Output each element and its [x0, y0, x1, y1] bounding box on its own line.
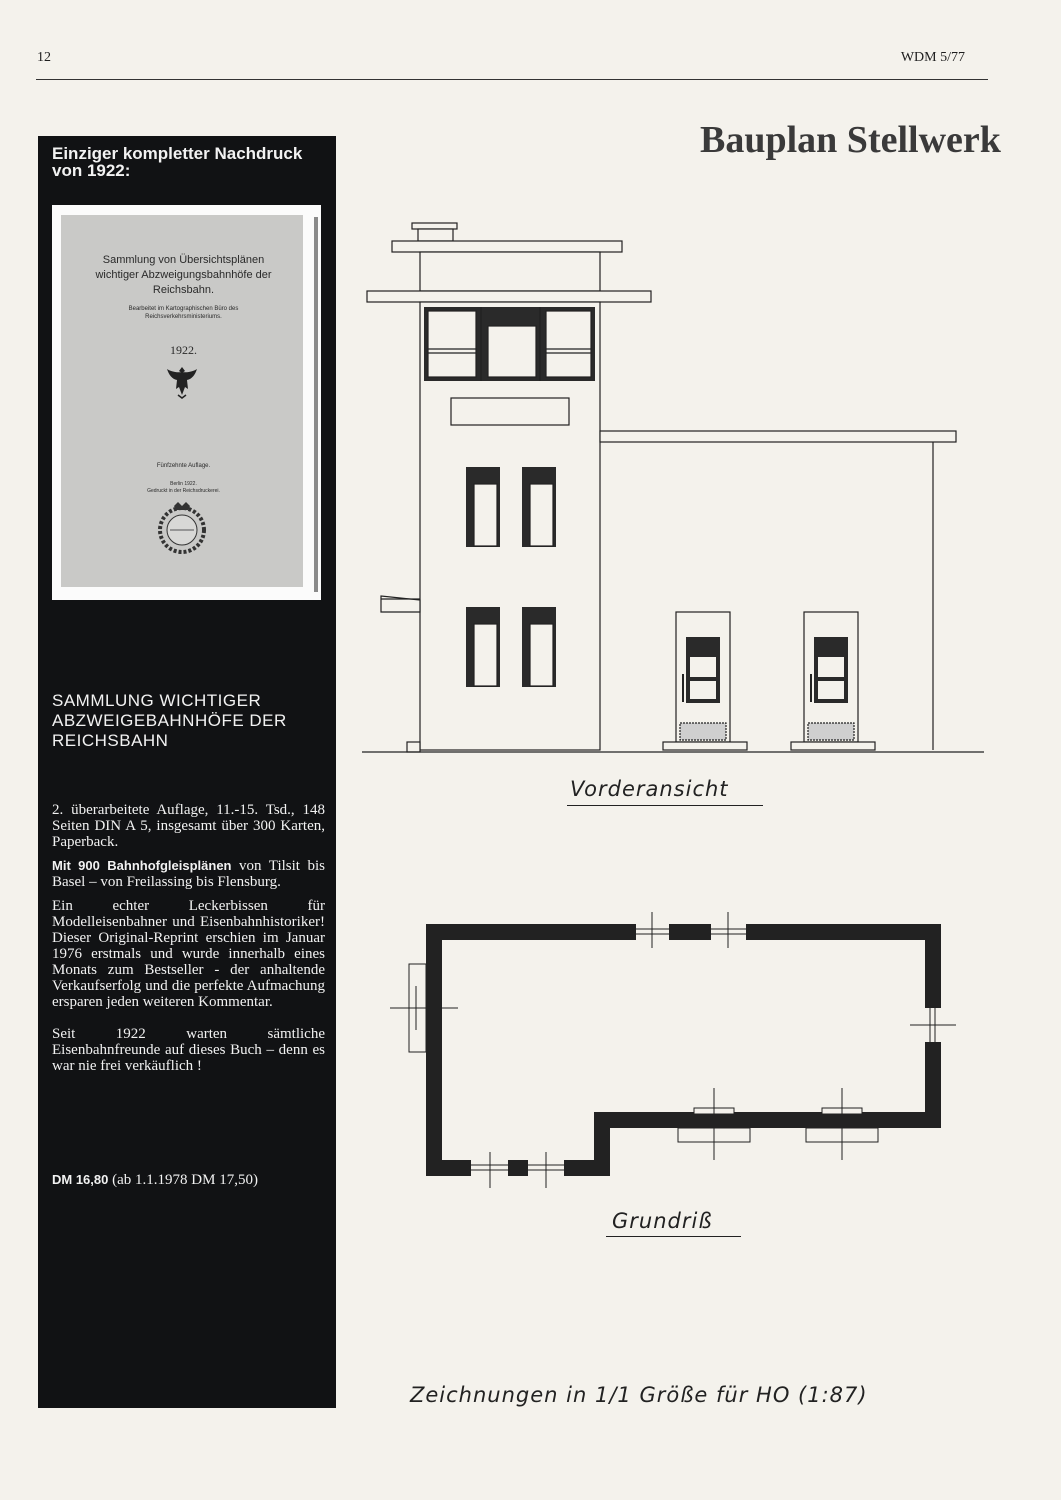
floor-plan-underline	[606, 1236, 741, 1237]
issue-label: WDM 5/77	[900, 50, 965, 65]
ad-subheading: SAMMLUNG WICHTIGER ABZWEIGEBAHNHÖFE DER REICHSBAHN	[52, 691, 287, 750]
ad-plans-bold: Mit 900 Bahnhofgleisplänen	[52, 858, 232, 873]
ad-plans-rest: von Tilsit bis Basel – von Freilassing bis Flensburg.	[52, 858, 325, 890]
ad-paragraph-praise: Ein echter Leckerbissen für Modelleisenbahner und Eisenbahnhistoriker! Dieser Original-Reprint erschien im Januar 1976 erstmals und wurde innerhalb eines Monats zum Bestseller - der anhaltende Verkaufserfolg und die perfekte Aufmachung ersparen jeden weiteren Kommentar.	[52, 898, 325, 1010]
floor-plan-caption: Grundriß	[612, 1209, 713, 1233]
book-printer: Gedruckt in der Reichsdruckerei.	[147, 488, 220, 494]
front-view-caption: Vorderansicht	[570, 777, 729, 801]
book-edition: Fünfzehnte Auflage.	[156, 463, 211, 469]
book-place: Berlin 1922.	[170, 481, 197, 487]
page-title: Bauplan Stellwerk	[700, 119, 1001, 161]
ad-paragraph-details: 2. überarbeitete Auflage, 11.-15. Tsd., 148 Seiten DIN A 5, insgesamt über 300 Karten, Paperback.	[52, 802, 325, 850]
book-subtitle: Bearbeitet im Kartographischen Büro des Reichsverkehrsministeriums.	[128, 306, 239, 320]
ad-paragraph-history: Seit 1922 warten sämtliche Eisenbahnfreunde auf dieses Buch – denn es war nie frei verkäuflich !	[52, 1026, 325, 1074]
book-title: Sammlung von Übersichtsplänen wichtiger Abzweigungsbahnhöfe der Reichsbahn.	[95, 254, 272, 296]
ad-heading: Einziger kompletter Nachdruck von 1922:	[52, 144, 303, 180]
page-number: 12	[37, 50, 51, 65]
scale-caption: Zeichnungen in 1/1 Größe für HO (1:87)	[410, 1383, 868, 1407]
price-rest: (ab 1.1.1978 DM 17,50)	[108, 1172, 258, 1188]
book-year: 1922.	[170, 343, 197, 357]
price-bold: DM 16,80	[52, 1172, 109, 1187]
